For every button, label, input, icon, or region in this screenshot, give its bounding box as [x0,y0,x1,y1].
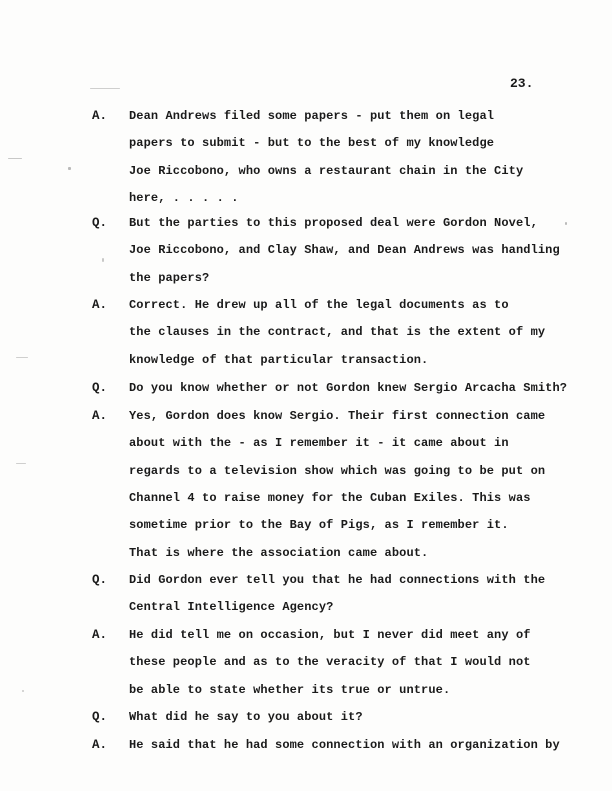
transcript-line: about with the - as I remember it - it came about in [129,436,509,451]
transcript-line: Do you know whether or not Gordon knew Sergio Arcacha Smith? [129,381,568,395]
transcript-line: regards to a television show which was going to be put on [129,463,546,478]
scan-speck [22,690,24,692]
scan-speck [68,167,71,170]
transcript-line: the clauses in the contract, and that is the extent of my [129,325,546,340]
transcript-line: Yes, Gordon does know Sergio. Their first connection came [129,409,546,423]
speaker-label: A. [92,109,108,123]
transcript-line: Channel 4 to raise money for the Cuban Exiles. This was [129,490,531,505]
transcript-line: Joe Riccobono, who owns a restaurant chain in the City [129,163,524,178]
speaker-label: A. [92,628,108,642]
speaker-label: A. [92,409,108,423]
speaker-label: A. [92,738,108,752]
transcript-line: But the parties to this proposed deal were Gordon Novel, [129,216,538,230]
transcript-line: Dean Andrews filed some papers - put them on legal [129,109,495,123]
speaker-label: Q. [92,573,108,587]
scan-speck [16,357,28,358]
transcript-line: That is where the association came about. [129,545,429,560]
transcript-line: Correct. He drew up all of the legal documents as to [129,298,509,312]
transcript-line: be able to state whether its true or untrue. [129,682,451,697]
transcript-line: these people and as to the veracity of that I would not [129,655,531,670]
transcript-line: papers to submit - but to the best of my knowledge [129,136,495,151]
transcript-line: knowledge of that particular transaction. [129,352,429,367]
scan-speck [102,258,104,262]
speaker-label: Q. [92,216,108,230]
transcript-line: Central Intelligence Agency? [129,600,334,615]
scan-speck [90,88,120,89]
speaker-label: Q. [92,710,108,724]
scan-speck [8,158,22,159]
transcript-line: the papers? [129,270,210,285]
transcript-line: sometime prior to the Bay of Pigs, as I remember it. [129,518,509,533]
transcript-line: Joe Riccobono, and Clay Shaw, and Dean Andrews was handling [129,243,560,258]
page-number: 23. [510,76,534,91]
transcript-line: He said that he had some connection with an organization by [129,738,560,752]
transcript-line: here, . . . . . [129,190,239,205]
speaker-label: Q. [92,381,108,395]
transcript-line: What did he say to you about it? [129,710,363,724]
scan-speck [565,222,567,225]
speaker-label: A. [92,298,108,312]
scan-speck [16,463,26,464]
transcript-line: He did tell me on occasion, but I never did meet any of [129,628,531,642]
transcript-line: Did Gordon ever tell you that he had connections with the [129,573,546,587]
